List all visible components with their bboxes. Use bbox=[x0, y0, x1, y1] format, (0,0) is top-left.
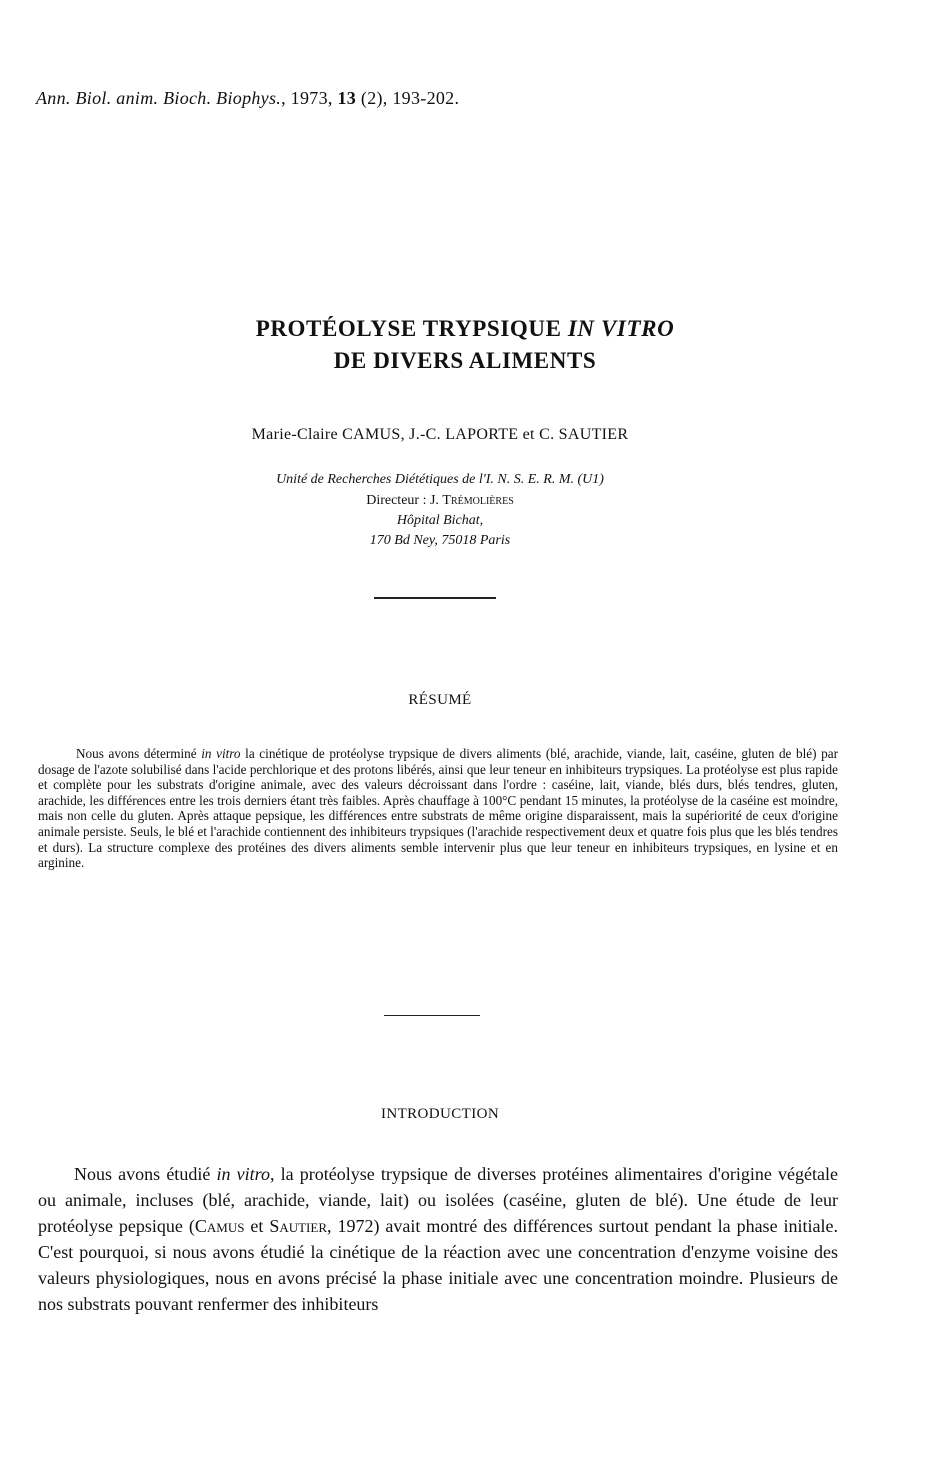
abstract-body: la cinétique de protéolyse trypsique de divers aliments (blé, arachide, viande, lait, caséine, gluten de blé) par dosage de l'azote solubilisé dans l'acide perchlorique et des protons libérés, ainsi que leur teneur en inhibiteurs trypsiques. La protéolyse est plus rapide et complète pour les substrats d'origine animale, avec des valeurs décroissant dans l'ordre : caséine, lait, viande, blés durs, blés tendres, gluten, arachide, les différences entre les trois derniers étant très faibles. Après chauffage à 100°C pendant 15 minutes, la protéolyse de la caséine est moindre, mais non celle du gluten. Après attaque pepsique, les différences entre substrats de même origine disparaissent, mais la supériorité de ceux d'origine animale persiste. Seuls, le blé et l'arachide contiennent des inhibiteurs trypsiques (l'arachide respectivement deux et quatre fois plus que les blés tendres et durs). La structure complexe des protéines des divers aliments semble intervenir plus que leur teneur en inhibiteurs trypsiques, en lysine et en arginine. bbox=[38, 746, 839, 871]
citation-year: , 1973, bbox=[281, 88, 338, 108]
abstract-intro: Nous avons déterminé bbox=[76, 746, 202, 761]
affiliation-director bbox=[0, 493, 880, 509]
citation-issue-pages: (2), 193-202. bbox=[356, 88, 460, 108]
intro-text-c: et bbox=[244, 1216, 270, 1236]
paper-title-main: PROTÉOLYSE TRYPSIQUE bbox=[255, 316, 568, 341]
director-label: Directeur : J. bbox=[366, 493, 443, 508]
intro-cite-sautier: Sautier bbox=[269, 1216, 327, 1236]
citation-journal: Ann. Biol. anim. Bioch. Biophys. bbox=[36, 88, 282, 108]
citation bbox=[36, 88, 459, 109]
divider-bottom bbox=[384, 1015, 480, 1016]
intro-text-a: Nous avons étudié bbox=[74, 1164, 217, 1184]
intro-italic: in vitro bbox=[216, 1164, 270, 1184]
intro-text-b: , la protéolyse trypsique de diverses protéines alimentaires d'origine végétale ou animale, incluses (blé, arachide, viande, lait) ou isolées (caséine, gluten de blé). Une étude de leur protéolyse pepsique ( bbox=[38, 1164, 838, 1236]
paper-title-line2: DE DIVERS ALIMENTS bbox=[333, 348, 597, 373]
director-name: Trémolières bbox=[442, 493, 514, 508]
affiliation-unit: Unité de Recherches Diététiques de l'I. N. S. E. R. M. (U1) bbox=[276, 472, 604, 487]
affiliation-hospital: Hôpital Bichat, bbox=[396, 513, 484, 528]
abstract-text bbox=[38, 746, 838, 871]
divider-top bbox=[374, 597, 496, 599]
intro-text-d: , 1972) avait montré des différences surtout pendant la phase initiale. C'est pourquoi, si nous avons étudié la cinétique de la réaction avec une concentration d'enzyme voisine des valeurs physiologiques, nous en avons précisé la phase initiale avec une concentration moindre. Plusieurs de nos substrats pouvant renfermer des inhibiteurs bbox=[38, 1216, 838, 1314]
abstract-intro-italic: in vitro bbox=[201, 746, 241, 761]
paper-title-line1 bbox=[0, 316, 930, 342]
intro-cite-camus: Camus bbox=[194, 1216, 245, 1236]
introduction-paragraph bbox=[38, 1161, 838, 1317]
citation-volume: 13 bbox=[337, 88, 357, 108]
introduction-heading: INTRODUCTION bbox=[380, 1106, 500, 1122]
authors: Marie-Claire CAMUS, J.-C. LAPORTE et C. SAUTIER bbox=[251, 426, 629, 443]
paper-title-italic: IN VITRO bbox=[567, 316, 675, 341]
affiliation-address: 170 Bd Ney, 75018 Paris bbox=[369, 533, 511, 548]
abstract-heading: RÉSUMÉ bbox=[408, 692, 472, 708]
